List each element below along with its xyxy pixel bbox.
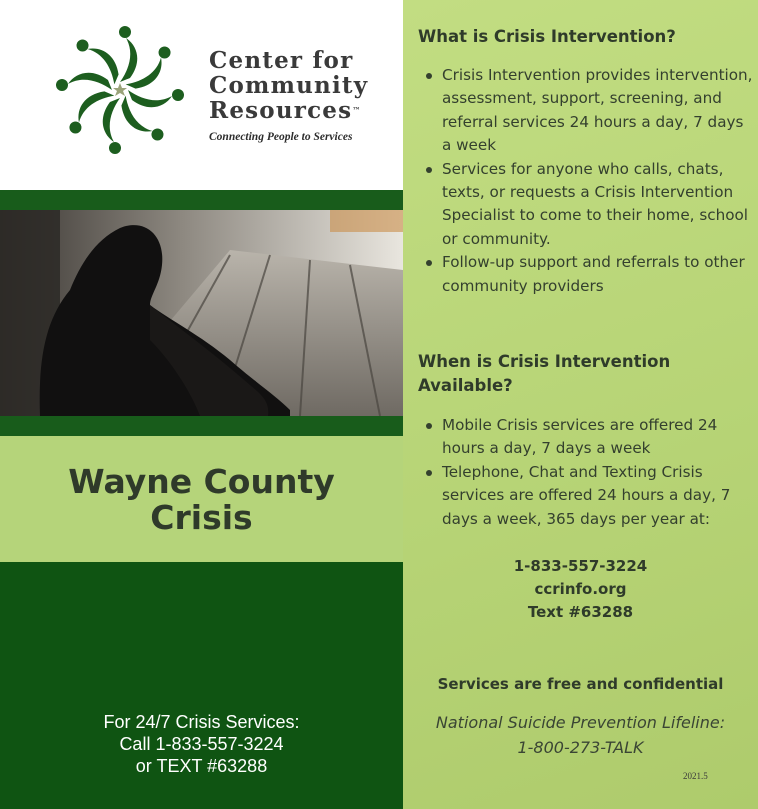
contact-website: ccrinfo.org (534, 580, 627, 598)
list-item: Crisis Intervention provides intervention, assessment, support, screening, and referral services 24 hours a day, 7 days a week (423, 64, 753, 158)
green-band-middle (0, 416, 403, 436)
contact-text: Text #63288 (527, 603, 634, 621)
cover-photo (0, 210, 403, 416)
title-line: Wayne County (68, 462, 335, 501)
ccr-logo-icon (52, 24, 188, 156)
contact-phone: 1-833-557-3224 (513, 557, 648, 575)
list-item: Telephone, Chat and Texting Crisis services are offered 24 hours a day, 7 days a week, 365 days per year at: (423, 461, 753, 531)
contact-info (403, 555, 758, 624)
org-name-line: Resources™ (209, 97, 361, 124)
section-heading-what: What is Crisis Intervention? (418, 27, 676, 46)
contact-line: Call 1-833-557-3224 (119, 734, 284, 754)
contact-line: For 24/7 Crisis Services: (103, 712, 300, 732)
crisis-contact-text (0, 711, 403, 777)
logo-area (0, 0, 403, 190)
list-item: Mobile Crisis services are offered 24 hours a day, 7 days a week (423, 414, 753, 461)
org-name-line: Center for (209, 47, 354, 74)
list-item: Services for anyone who calls, chats, texts, or requests a Crisis Intervention Specialist to come to their home, school or community. (423, 158, 753, 252)
heading-line: When is Crisis Intervention (418, 352, 671, 371)
free-services-note: Services are free and confidential (437, 675, 724, 693)
org-tagline: Connecting People to Services (209, 131, 353, 143)
info-panel (403, 0, 758, 809)
lifeline-line: National Suicide Prevention Lifeline: (435, 713, 726, 732)
sad-person-photo-icon (0, 210, 403, 416)
list-item: Follow-up support and referrals to other community providers (423, 251, 753, 298)
print-code: 2021.5 (683, 771, 708, 781)
title-line: Crisis (150, 498, 253, 537)
brochure-title (0, 464, 403, 536)
green-band-top (0, 190, 403, 210)
when-bullet-list (423, 414, 753, 531)
org-name-line: Community (209, 72, 369, 99)
section-heading-when (418, 350, 670, 398)
org-name (209, 48, 399, 123)
contact-line: or TEXT #63288 (135, 756, 268, 776)
suicide-lifeline (403, 710, 758, 760)
trademark-mark: ™ (352, 105, 361, 115)
lifeline-line: 1-800-273-TALK (517, 738, 644, 757)
heading-line: Available? (418, 376, 513, 395)
what-bullet-list (423, 64, 753, 298)
